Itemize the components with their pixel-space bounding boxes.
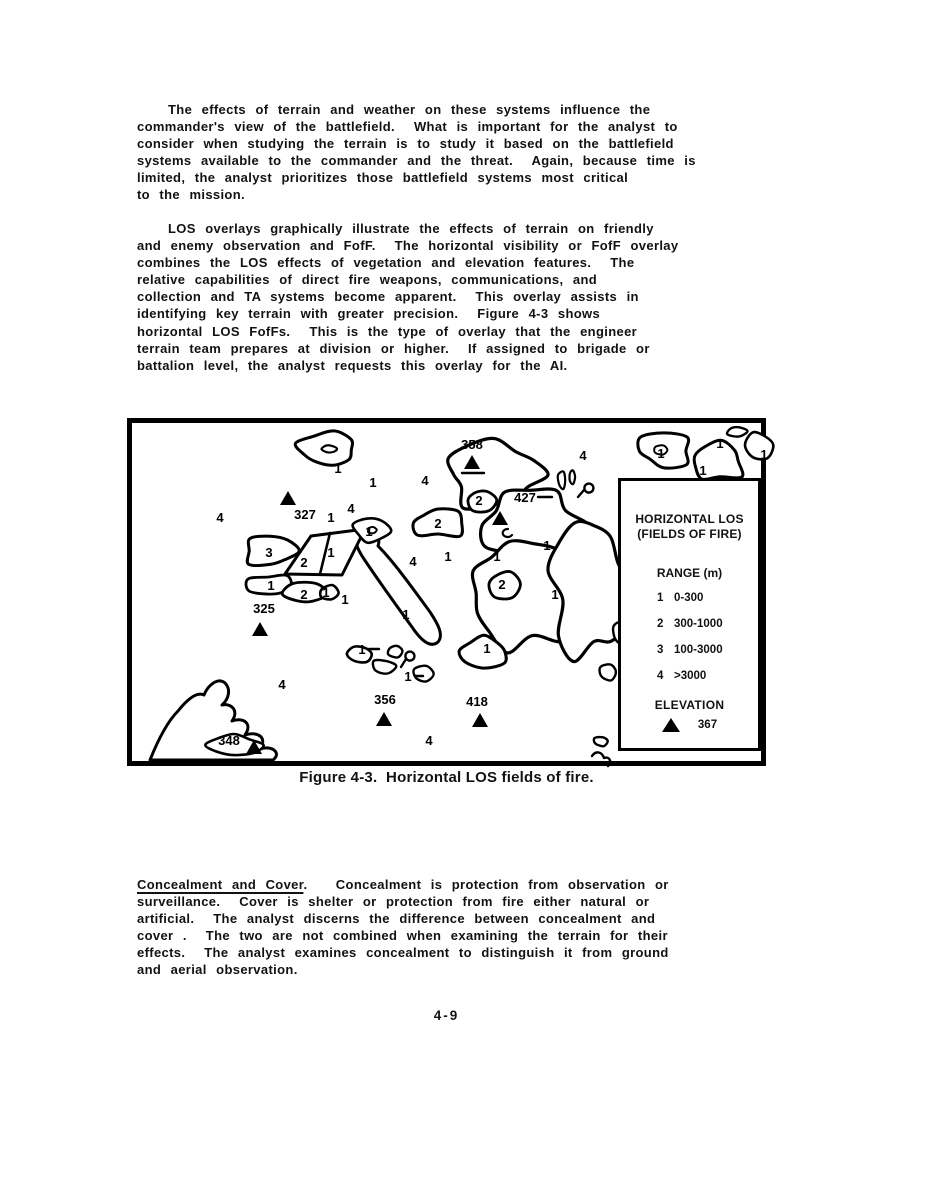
- text-line: commander's view of the battlefield. What is important for the analyst to: [137, 119, 678, 135]
- text-line: battalion level, the analyst requests this overlay for the AI.: [137, 357, 568, 373]
- paragraph-concealment-cover: [137, 876, 767, 979]
- paragraph-concealment-rest: [137, 893, 767, 978]
- range-code-label: 1: [716, 436, 724, 451]
- paragraph-los-overlays: [137, 220, 767, 374]
- text-line: systems available to the commander and the threat. Again, because time is: [137, 153, 696, 169]
- elevation-value-label: 325: [253, 601, 275, 616]
- terrain-contour: [727, 427, 747, 437]
- range-code-label: 1: [543, 538, 551, 553]
- legend-range-item: [657, 670, 758, 682]
- range-code-label: 4: [421, 473, 429, 488]
- range-code-label: 1: [327, 545, 335, 560]
- range-code-label: 1: [327, 510, 335, 525]
- text-span: . Concealment is protection from observation or: [303, 877, 669, 892]
- elevation-triangle-icon: [376, 712, 392, 726]
- text-line: and aerial observation.: [137, 962, 298, 978]
- terrain-contour: [322, 445, 338, 452]
- legend-range-code: 4: [657, 670, 664, 682]
- legend-range-items: [621, 592, 758, 696]
- legend-range-value: 100-3000: [674, 644, 723, 656]
- elevation-triangle-icon: [472, 713, 488, 727]
- text-line: surveillance. Cover is shelter or protection from fire either natural or: [137, 894, 650, 910]
- terrain-contour: [388, 646, 403, 658]
- text-line: identifying key terrain with greater precision. Figure 4-3 shows: [137, 306, 601, 322]
- range-code-label: 2: [300, 555, 308, 570]
- text-line: collection and TA systems become apparent. This overlay assists in: [137, 289, 639, 305]
- range-code-label: 2: [498, 577, 506, 592]
- text-line: LOS overlays graphically illustrate the effects of terrain on friendly: [168, 221, 654, 236]
- balloon-mark: [578, 484, 593, 497]
- legend-range-value: 300-1000: [674, 618, 723, 630]
- concealment-cover-heading: Concealment and Cover: [137, 877, 304, 892]
- elevation-triangle-icon: [252, 622, 268, 636]
- terrain-contour: [600, 664, 616, 680]
- range-code-label: 1: [657, 446, 665, 461]
- range-code-label: 2: [475, 493, 483, 508]
- range-code-label: 1: [369, 475, 377, 490]
- text-line: limited, the analyst prioritizes those battlefield systems most critical: [137, 170, 629, 186]
- legend-range-value: >3000: [674, 670, 707, 682]
- legend-title: [635, 512, 743, 542]
- legend-range-value: 0-300: [674, 592, 704, 604]
- text-line: and enemy observation and FofF. The horizontal visibility or FofF overlay: [137, 238, 679, 254]
- range-code-label: 1: [267, 578, 275, 593]
- text-line: combines the LOS effects of vegetation and elevation features. The: [137, 255, 635, 271]
- legend-range-item: [657, 644, 758, 656]
- page-number: 4-9: [433, 1008, 460, 1023]
- range-code-label: 1: [404, 669, 412, 684]
- map-legend: [618, 478, 761, 751]
- text-line: cover . The two are not combined when examining the terrain for their: [137, 928, 668, 944]
- range-code-label: 3: [265, 545, 273, 560]
- range-code-label: 1: [341, 592, 349, 607]
- legend-range-code: 3: [657, 644, 664, 656]
- figure-4-3-map: [127, 418, 766, 766]
- text-line: artificial. The analyst discerns the difference between concealment and: [137, 911, 656, 927]
- range-code-label: 4: [409, 554, 417, 569]
- range-code-label: 1: [483, 641, 491, 656]
- elevation-triangle-icon: [662, 718, 680, 732]
- elevation-triangle-icon: [280, 491, 296, 505]
- legend-title-line1: HORIZONTAL LOS: [635, 512, 744, 526]
- range-code-label: 1: [334, 461, 342, 476]
- figure-caption: Figure 4-3. Horizontal LOS fields of fire.: [299, 769, 594, 786]
- legend-elevation-value: 367: [697, 719, 718, 731]
- elevation-value-label: 418: [466, 694, 488, 709]
- text-line: The effects of terrain and weather on these systems influence the: [168, 102, 651, 117]
- range-code-label: 1: [402, 607, 410, 622]
- range-code-label: 4: [425, 733, 433, 748]
- range-code-label: 4: [579, 448, 587, 463]
- range-code-label: 1: [551, 587, 559, 602]
- range-code-label: 2: [300, 587, 308, 602]
- text-line: relative capabilities of direct fire weapons, communications, and: [137, 272, 598, 288]
- range-code-label: 1: [699, 463, 707, 478]
- range-code-label: 1: [444, 549, 452, 564]
- stream-squiggle: [592, 752, 610, 766]
- terrain-contour: [558, 471, 565, 489]
- elevation-value-label: 348: [218, 733, 240, 748]
- paragraph-terrain-weather: [137, 101, 767, 204]
- text-line: horizontal LOS FofFs. This is the type of overlay that the engineer: [137, 323, 638, 339]
- text-line: to the mission.: [137, 187, 245, 203]
- elevation-value-label: 358: [461, 437, 483, 452]
- range-code-label: 1: [322, 585, 330, 600]
- text-line: terrain team prepares at division or higher. If assigned to brigade or: [137, 340, 650, 356]
- text-line: consider when studying the terrain is to study it based on the battlefield: [137, 136, 674, 152]
- range-code-label: 1: [358, 642, 366, 657]
- legend-range-item: [657, 618, 758, 630]
- range-code-label: 1: [365, 524, 373, 539]
- legend-title-line2: (FIELDS OF FIRE): [637, 527, 742, 541]
- elevation-value-label: 327: [294, 507, 316, 522]
- terrain-contour: [745, 432, 773, 459]
- legend-range-header: RANGE (m): [656, 566, 723, 580]
- range-code-label: 1: [760, 447, 768, 462]
- range-code-label: 4: [216, 510, 224, 525]
- range-code-label: 2: [434, 516, 442, 531]
- elevation-value-label: 356: [374, 692, 396, 707]
- text-line: [137, 876, 767, 893]
- terrain-contour: [247, 536, 299, 565]
- terrain-contour: [569, 470, 575, 484]
- range-code-label: 1: [493, 549, 501, 564]
- terrain-ridge: [357, 533, 441, 644]
- terrain-contour: [373, 660, 396, 674]
- balloon-mark: [401, 652, 414, 667]
- range-code-label: 4: [278, 677, 286, 692]
- legend-range-code: 2: [657, 618, 664, 630]
- legend-elevation-row: [662, 718, 717, 732]
- legend-range-item: [657, 592, 758, 604]
- text-line: effects. The analyst examines concealment to distinguish it from ground: [137, 945, 669, 961]
- terrain-contour: [413, 666, 433, 682]
- range-code-label: 4: [347, 501, 355, 516]
- terrain-contour: [594, 737, 608, 746]
- legend-elevation-header: ELEVATION: [654, 698, 725, 712]
- legend-range-code: 1: [657, 592, 664, 604]
- elevation-value-label: 427: [514, 490, 536, 505]
